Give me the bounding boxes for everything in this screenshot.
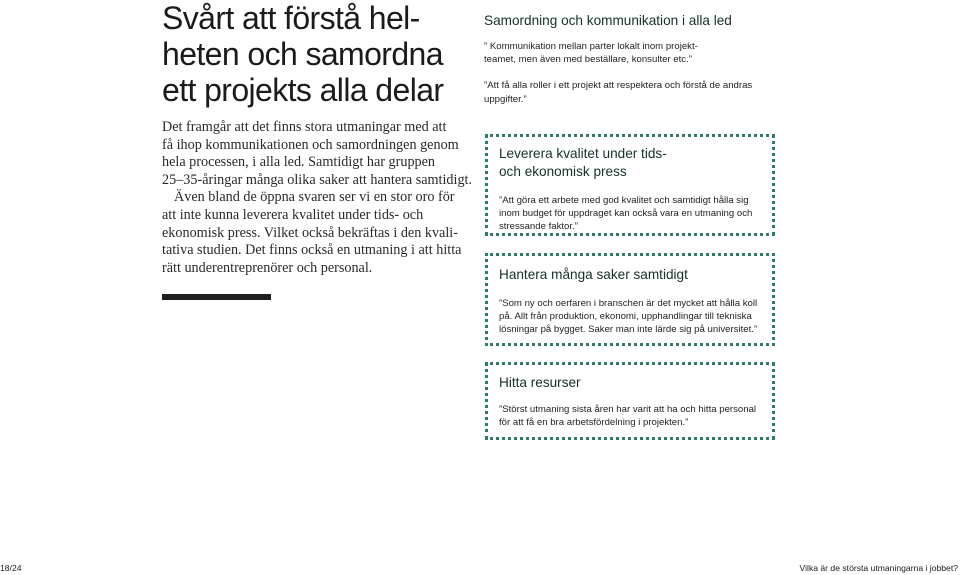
intro-line: rätt underentreprenörer och personal. xyxy=(162,259,373,276)
intro-line: ekonomisk press. Vilket också bekräftas i den kvali- xyxy=(162,224,458,241)
section-title xyxy=(499,374,761,392)
section-samordning xyxy=(484,12,774,106)
section-title xyxy=(499,266,761,284)
quote-line: ” Kommunikation mellan parter lokalt inom projekt- xyxy=(484,41,698,52)
heading-line: Svårt att förstå hel- xyxy=(162,0,420,36)
intro-line: att inte kunna leverera kvalitet under tids- och xyxy=(162,206,424,223)
intro-line: tativa studien. Det finns också en utmaning i att hitta xyxy=(162,242,462,259)
quote-line: inom budget för uppdraget kan också vara en utmaning och xyxy=(499,208,753,220)
section-hantera-box xyxy=(485,253,775,346)
quote-line: lösningar på bygget. Saker man inte lärde sig på universitet.” xyxy=(499,324,758,336)
quote-line: ”Störst utmaning sista åren har varit att ha och hitta personal xyxy=(499,404,757,415)
quote-line: stressande faktor.” xyxy=(499,221,578,233)
title-line: och ekonomisk press xyxy=(499,164,627,179)
quote xyxy=(499,194,761,234)
page-number: 18/24 xyxy=(0,563,22,573)
decorative-rule xyxy=(162,294,271,300)
intro-line: Det framgår att det finns stora utmaningar med att xyxy=(162,119,447,135)
intro-line: Även bland de öppna svaren ser vi en stor oro för xyxy=(174,189,455,206)
intro-line: hela processen, i alla led. Samtidigt har gruppen xyxy=(162,154,436,171)
intro-paragraph xyxy=(162,119,482,277)
quote xyxy=(499,297,761,337)
quote-line: för att få en bra arbetsfördelning i projekten.” xyxy=(499,417,689,429)
quote-line: teamet, men även med beställare, konsulter etc.” xyxy=(484,54,692,66)
quote-line: ”Att göra ett arbete med god kvalitet och samtidigt hålla sig xyxy=(499,195,749,206)
section-title xyxy=(499,145,761,181)
quote xyxy=(499,403,761,429)
quote xyxy=(484,79,774,105)
quote-line: ”Att få alla roller i ett projekt att respektera och förstå de andras xyxy=(484,80,753,92)
running-title: Vilka är de största utmaningarna i jobbet? xyxy=(799,563,958,573)
title-line: Hitta resurser xyxy=(499,375,581,390)
section-title: Samordning och kommunikation i alla led xyxy=(484,13,732,28)
quote-line: uppgifter.” xyxy=(484,93,527,105)
title-line: Hantera många saker samtidigt xyxy=(499,267,688,282)
title-line: Leverera kvalitet under tids- xyxy=(499,146,667,161)
heading-line: heten och samordna xyxy=(162,36,443,72)
page-heading xyxy=(162,0,462,108)
intro-line: få ihop kommunikationen och samordningen genom xyxy=(162,136,459,153)
quote-line: ”Som ny och oerfaren i branschen är det mycket att hålla koll xyxy=(499,298,758,309)
quote xyxy=(484,40,774,66)
intro-line: 25–35-åringar många olika saker att hantera samtidigt. xyxy=(162,171,473,188)
section-hitta-box xyxy=(485,362,775,440)
section-leverera-box xyxy=(485,134,775,236)
heading-line: ett projekts alla delar xyxy=(162,72,444,108)
quote-line: på. Allt från produktion, ekonomi, upphandlingar till tekniska xyxy=(499,311,752,323)
